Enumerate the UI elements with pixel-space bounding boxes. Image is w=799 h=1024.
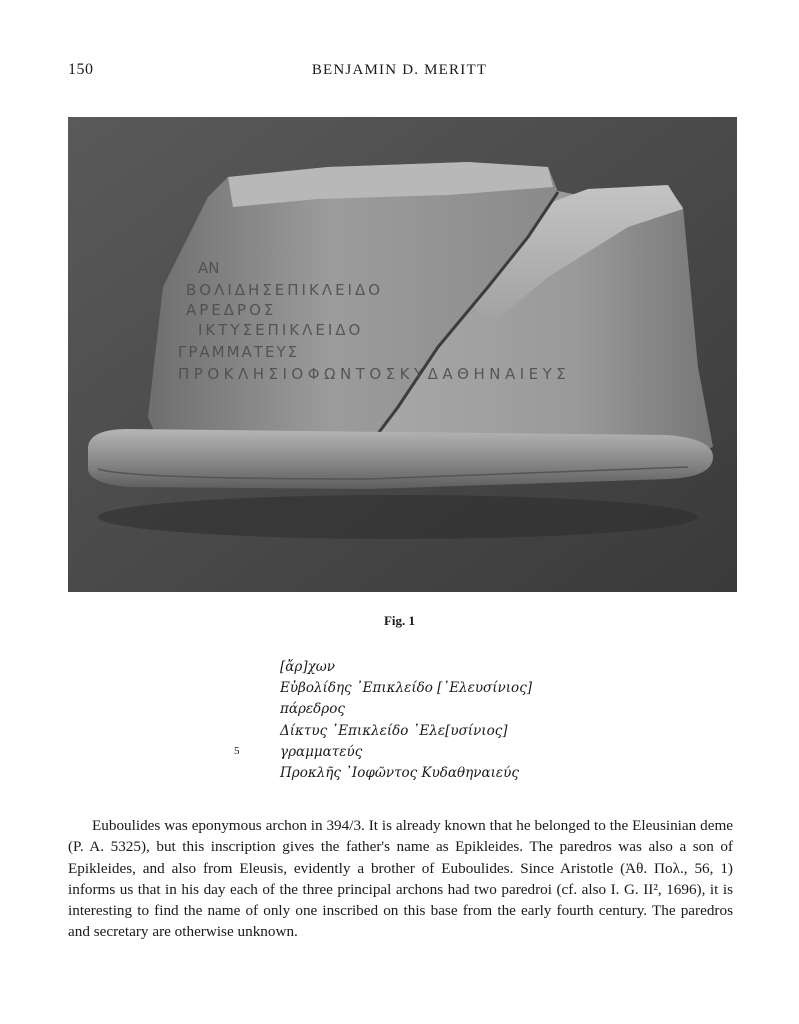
inscribed-line-1: ΑΝ [198,259,220,277]
inscribed-line-3: ΑΡΕΔΡΟΣ [186,301,277,319]
inscribed-stone-base-image [68,117,737,592]
inscription-line-3: πάρεδρος [280,701,345,718]
figure-photograph [68,117,737,592]
page-number: 150 [68,61,94,78]
inscribed-line-5: ΓΡΑΜΜΑΤΕΥΣ [178,343,300,361]
inscription-transcription [280,657,532,784]
inscribed-line-2: ΒΟΛΙΔΗΣΕΠΙΚΛΕΙΔΟ [186,281,384,299]
inscribed-line-4: ΙΚΤΥΣΕΠΙΚΛΕΙΔΟ [198,321,364,339]
inscription-line-number: 5 [234,745,240,757]
figure-caption: Fig. 1 [383,613,416,628]
body-paragraph: Euboulides was eponymous archon in 394/3. It is already known that he belonged to the Eleusinian deme (P. A. 5325), but this inscription gives the father's name as Epikleides. The paredros was also a son of Epikleides, and also from Eleusis, evidently a brother of Euboulides. Since Aristotle (Ἀθ. Πολ., 56, 1) informs us that in his day each of the three principal archons had two paredroi (cf. also I. G. II², 1696), it is interesting to find the name of only one inscribed on this base from the early fourth century. The paredros and secretary are otherwise unknown. [68,817,733,941]
running-head: BENJAMIN D. MERITT [311,62,488,78]
inscription-line-2: Εὐβολίδης ᾿Επικλείδο [᾿Ελευσίνιος] [280,680,533,697]
inscription-line-6: Προκλῆς ᾿Ιοφῶντος Κυδαθηναιεύς [280,764,519,781]
inscribed-line-6: ΠΡΟΚΛΗΣΙΟΦΩΝΤΟΣΚΥΔΑΘΗΝΑΙΕΥΣ [178,365,571,383]
inscription-line-1: [ἄρ]χων [280,659,335,675]
inscription-line-4: Δίκτυς ᾿Επικλείδο ᾿Ελε[υσίνιος] [280,722,508,739]
inscription-line-5: γραμματεύς [280,743,363,760]
